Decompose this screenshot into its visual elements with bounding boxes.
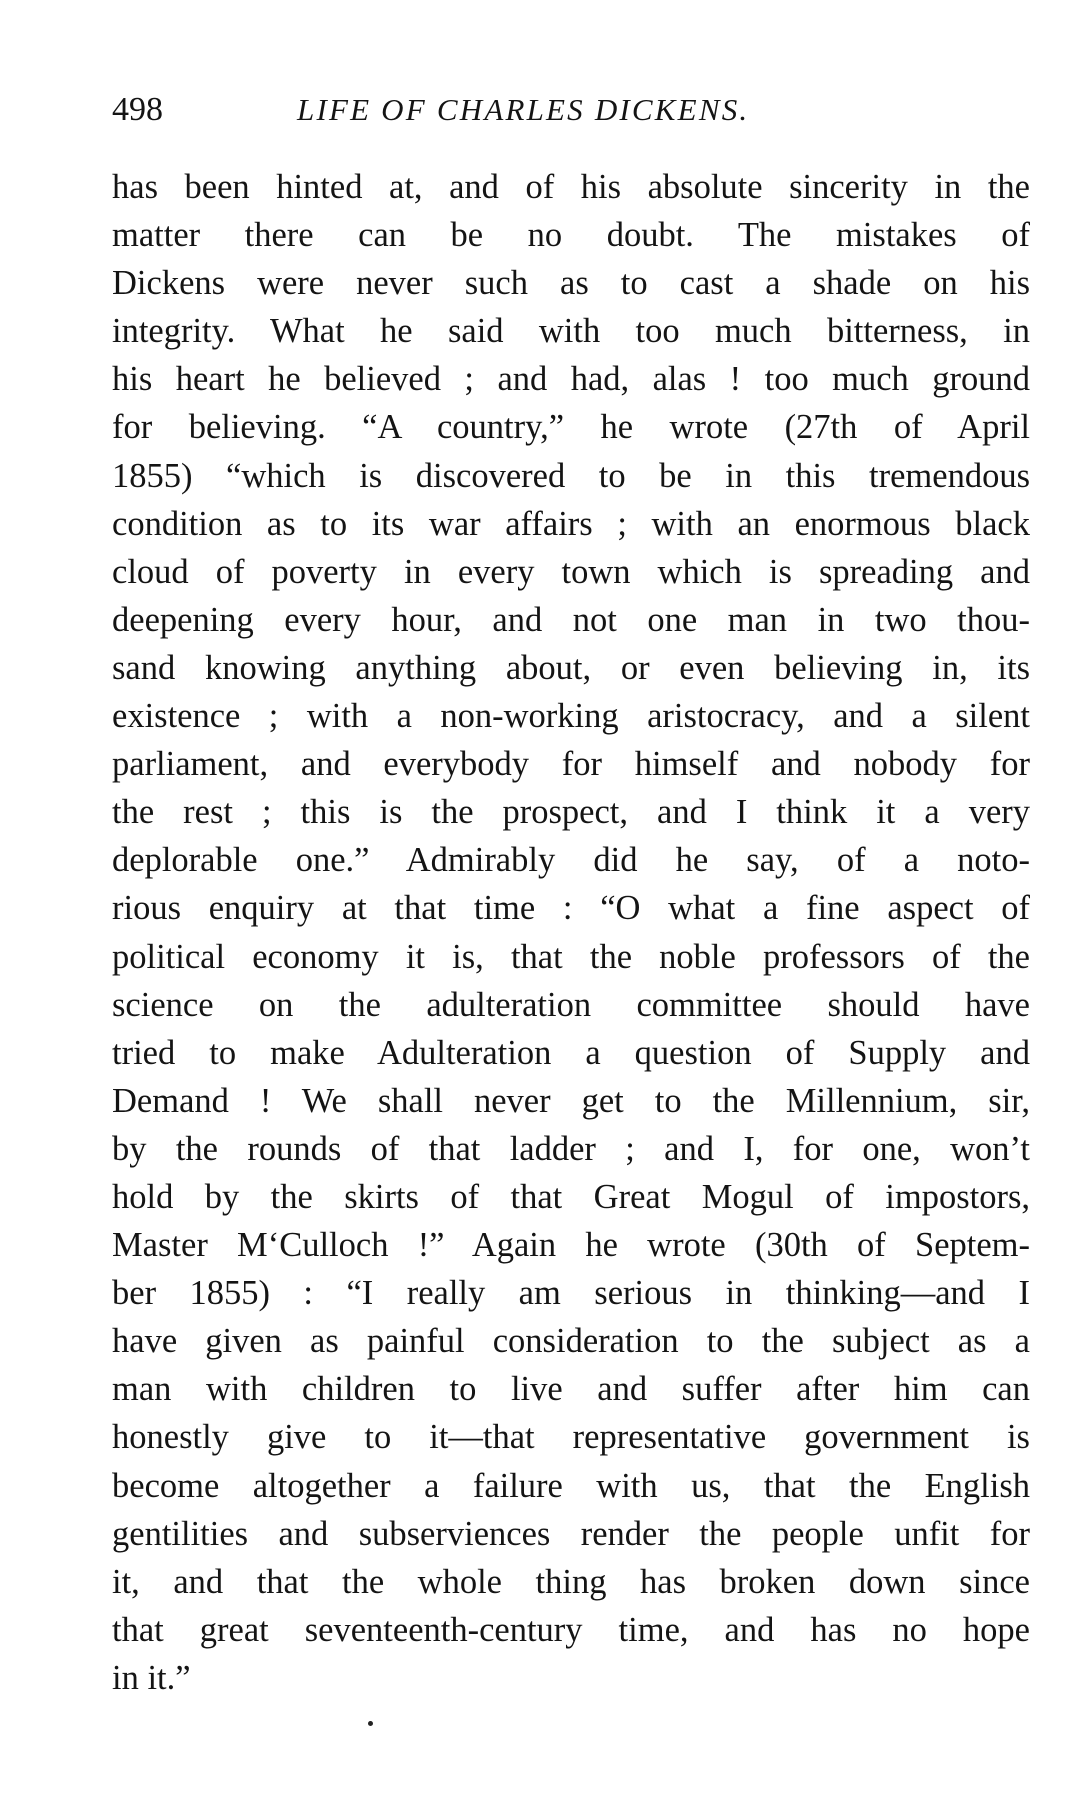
- text-line: rious enquiry at that time : “O what a fine aspect of: [112, 889, 1030, 928]
- text-line: condition as to its war affairs ; with an enormous black: [112, 504, 1030, 543]
- body-text: [112, 163, 1030, 1702]
- text-line: honestly give to it—that representative government is: [112, 1418, 1030, 1457]
- text-line: parliament, and everybody for himself and nobody for: [112, 745, 1030, 784]
- text-line: integrity. What he said with too much bitterness, in: [112, 312, 1030, 351]
- text-line: for believing. “A country,” he wrote (27th of April: [112, 408, 1030, 447]
- text-line: his heart he believed ; and had, alas ! too much ground: [112, 360, 1030, 399]
- text-line: 1855) “which is discovered to be in this tremendous: [112, 456, 1030, 495]
- text-line: the rest ; this is the prospect, and I think it a very: [112, 793, 1030, 832]
- text-line: existence ; with a non-working aristocracy, and a silent: [112, 697, 1030, 736]
- print-speck: [368, 1721, 373, 1726]
- text-line: by the rounds of that ladder ; and I, for one, won’t: [112, 1129, 1030, 1168]
- running-title: LIFE OF CHARLES DICKENS.: [297, 92, 750, 127]
- text-line: sand knowing anything about, or even believing in, its: [112, 648, 1030, 687]
- text-line: deepening every hour, and not one man in two thou-: [112, 600, 1030, 639]
- page-header: [112, 88, 952, 132]
- text-line: that great seventeenth-century time, and has no hope: [112, 1610, 1030, 1649]
- text-line: has been hinted at, and of his absolute sincerity in the: [112, 168, 1030, 206]
- text-line: deplorable one.” Admirably did he say, of a noto-: [112, 841, 1030, 880]
- text-line: matter there can be no doubt. The mistakes of: [112, 216, 1030, 255]
- text-line: tried to make Adulteration a question of Supply and: [112, 1033, 1030, 1072]
- text-line: cloud of poverty in every town which is spreading and: [112, 552, 1030, 591]
- text-line: gentilities and subserviences render the people unfit for: [112, 1514, 1030, 1553]
- text-line: Demand ! We shall never get to the Millennium, sir,: [112, 1081, 1030, 1120]
- text-line-last: in it.”: [112, 1658, 191, 1697]
- text-line: it, and that the whole thing has broken down since: [112, 1562, 1030, 1601]
- text-line: man with children to live and suffer after him can: [112, 1370, 1030, 1409]
- text-line: hold by the skirts of that Great Mogul of impostors,: [112, 1177, 1030, 1216]
- text-line: become altogether a failure with us, that the English: [112, 1466, 1030, 1505]
- text-line: political economy it is, that the noble professors of the: [112, 937, 1030, 976]
- text-line: ber 1855) : “I really am serious in thinking—and I: [112, 1274, 1030, 1313]
- text-line: Dickens were never such as to cast a shade on his: [112, 264, 1030, 303]
- text-line: Master M‘Culloch !” Again he wrote (30th of Septem-: [112, 1226, 1030, 1265]
- page-number: 498: [112, 91, 163, 128]
- text-line: have given as painful consideration to the subject as a: [112, 1322, 1030, 1361]
- text-line: science on the adulteration committee should have: [112, 985, 1030, 1024]
